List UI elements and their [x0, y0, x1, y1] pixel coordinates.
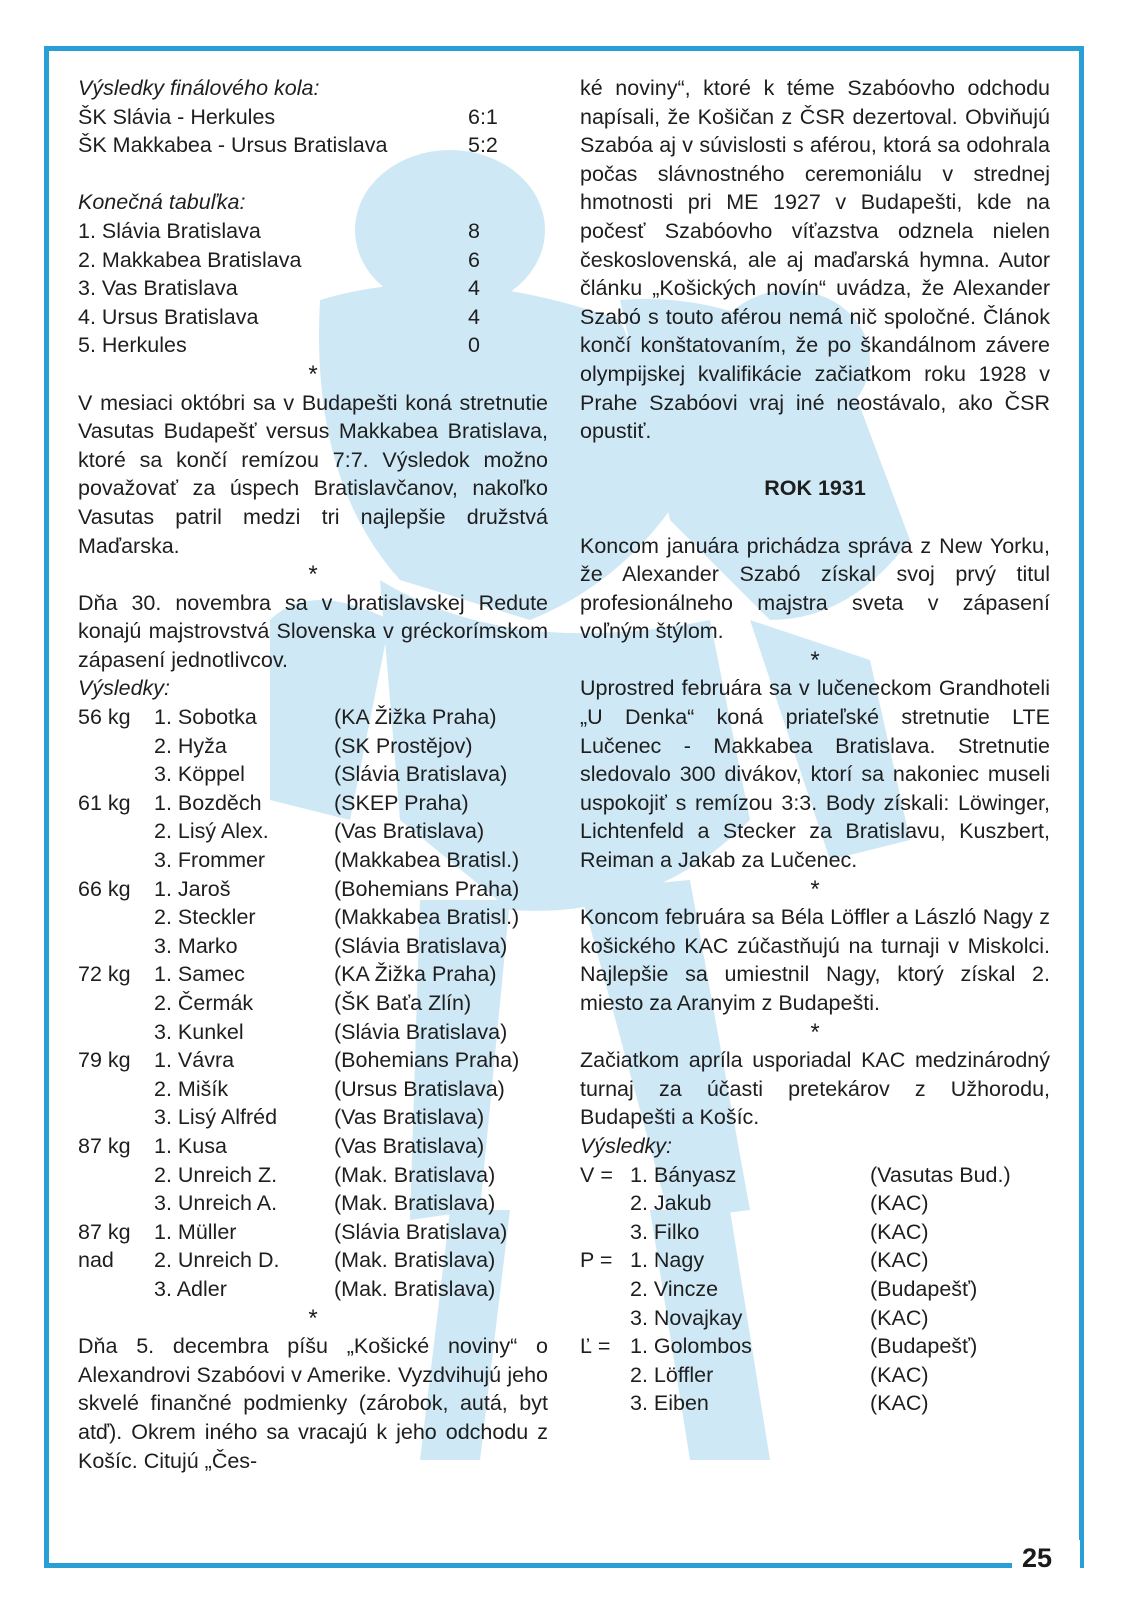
result-row [78, 1046, 548, 1075]
result-row [78, 846, 548, 875]
wrestler-club: (SK Prostějov) [334, 733, 473, 758]
weight-category [580, 1189, 630, 1218]
standings-team: 3. Vas Bratislava [78, 276, 238, 301]
weight-class: 79 kg [78, 1048, 131, 1073]
wrestler-name: 3. Lisý Alfréd [154, 1105, 278, 1130]
wrestler-club: (Mak. Bratislava) [334, 1276, 496, 1301]
wrestler-name: 2. Hyža [154, 733, 227, 758]
wrestler-name: 3. Novajkay [630, 1305, 743, 1330]
result-row [78, 1218, 548, 1247]
wrestler-club: (Vas Bratislava) [334, 1105, 485, 1130]
wrestler-name: 1. Kusa [154, 1133, 227, 1158]
paragraph-december: Dňa 5. decembra píšu „Košické noviny“ o Alexandrovi Szabóovi v Amerike. Vyzdvihujú jeho skvelé finančné podmienky (zárobok, autá, byt atď). Okrem iného sa vracajú k jeho odchodu z Košíc. Citujú „Čes- [78, 1334, 548, 1473]
result-row [78, 989, 548, 1018]
weight-category [580, 1361, 630, 1390]
wrestler-name: 1. Samec [154, 962, 245, 987]
result-row [580, 1389, 1050, 1418]
weight-class: 66 kg [78, 876, 131, 901]
weight-class: 87 kg [78, 1133, 131, 1158]
paragraph-february-end: Koncom februára sa Béla Löffler a László Nagy z košického KAC zúčastňujú na turnaji v Miskolci. Najlepšie sa umiestnil Nagy, ktorý získal 2. miesto za Aranyim z Budapešti. [580, 905, 1050, 1015]
separator-star: * [308, 360, 318, 388]
result-row [580, 1304, 1050, 1333]
wrestler-club: (Vas Bratislava) [334, 819, 485, 844]
standings-row [78, 217, 548, 246]
wrestler-club: (SKEP Praha) [334, 790, 469, 815]
result-row [78, 1018, 548, 1047]
page-number: 25 [1022, 1543, 1053, 1573]
result-row [78, 903, 548, 932]
weight-class: 61 kg [78, 790, 131, 815]
standings-team: 1. Slávia Bratislava [78, 218, 261, 243]
wrestler-club: (KAC) [870, 1191, 929, 1216]
paragraph-october: V mesiaci októbri sa v Budapešti koná stretnutie Vasutas Budapešť versus Makkabea Bratislava, ktoré sa končí remízou 7:7. Výsledok možno považovať za úspech Bratislavčanov, nakoľko Vasutas patril medzi tri najlepšie družstvá Maďarska. [78, 390, 548, 558]
weight-category: P = [580, 1248, 613, 1273]
wrestler-club: (KAC) [870, 1248, 929, 1273]
wrestler-name: 2. Lisý Alex. [154, 819, 269, 844]
weight-class [78, 1275, 154, 1304]
wrestler-name: 3. Köppel [154, 762, 245, 787]
standings-table [78, 217, 548, 360]
wrestler-club: (Bohemians Praha) [334, 1048, 520, 1073]
result-row [580, 1332, 1050, 1361]
separator-star: * [308, 1304, 318, 1332]
result-row [78, 1075, 548, 1104]
wrestler-name: 1. Nagy [630, 1248, 705, 1273]
wrestler-club: (Slávia Bratislava) [334, 1219, 508, 1244]
wrestler-name: 3. Adler [154, 1276, 227, 1301]
weight-category: V = [580, 1162, 613, 1187]
wrestler-name: 1. Müller [154, 1219, 237, 1244]
wrestler-club: (KA Žižka Praha) [334, 705, 497, 730]
weight-class [78, 1018, 154, 1047]
wrestler-name: 3. Eiben [630, 1391, 709, 1416]
wrestler-club: (Budapešť) [870, 1334, 978, 1359]
weight-class [78, 932, 154, 961]
wrestler-club: (Budapešť) [870, 1276, 978, 1301]
result-row [78, 875, 548, 904]
wrestler-name: 2. Unreich D. [154, 1248, 280, 1273]
wrestler-club: (Slávia Bratislava) [334, 762, 508, 787]
weight-class: nad [78, 1248, 114, 1273]
wrestler-name: 1. Sobotka [154, 705, 257, 730]
wrestler-name: 1. Bányasz [630, 1162, 737, 1187]
wrestler-club: (Ursus Bratislava) [334, 1076, 505, 1101]
separator-star: * [810, 875, 820, 903]
wrestler-club: (ŠK Baťa Zlín) [334, 991, 472, 1015]
wrestler-club: (KAC) [870, 1391, 929, 1416]
wrestler-club: (KAC) [870, 1305, 929, 1330]
standings-row [78, 331, 548, 360]
wrestler-club: (Mak. Bratislava) [334, 1162, 496, 1187]
wrestler-club: (KA Žižka Praha) [334, 962, 497, 987]
result-row [78, 1161, 548, 1190]
weight-category [580, 1218, 630, 1247]
weight-class: 56 kg [78, 705, 131, 730]
wrestler-club: (Vas Bratislava) [334, 1133, 485, 1158]
wrestler-name: 1. Vávra [154, 1048, 235, 1073]
right-column [580, 74, 1050, 1418]
section-heading: ROK 1931 [764, 476, 866, 501]
weight-class [78, 1189, 154, 1218]
weight-class [78, 846, 154, 875]
wrestler-name: 3. Kunkel [154, 1019, 244, 1044]
wrestler-name: 1. Golombos [630, 1334, 752, 1359]
wrestler-name: 3. Unreich A. [154, 1191, 278, 1216]
wrestler-club: (Slávia Bratislava) [334, 1019, 508, 1044]
tournament-results [580, 1161, 1050, 1418]
match-score: 6:1 [468, 104, 498, 129]
paragraph-april: Začiatkom apríla usporiadal KAC medzinárodný turnaj za účasti pretekárov z Užhorodu, Budapešti a Košíc. [580, 1048, 1050, 1130]
separator-star: * [810, 1018, 820, 1046]
wrestler-name: 2. Unreich Z. [154, 1162, 278, 1187]
paragraph-january: Koncom januára prichádza správa z New Yorku, že Alexander Szabó získal svoj prvý titul profesionálneho majstra sveta v zápasení voľným štýlom. [580, 533, 1050, 644]
standings-row [78, 246, 548, 275]
wrestler-name: 3. Marko [154, 933, 238, 958]
result-row [78, 1189, 548, 1218]
weight-class [78, 760, 154, 789]
wrestler-club: (Slávia Bratislava) [334, 933, 508, 958]
weight-class [78, 732, 154, 761]
result-row [78, 1275, 548, 1304]
wrestler-name: 2. Mišík [154, 1076, 229, 1101]
weight-category [580, 1304, 630, 1333]
result-row [78, 817, 548, 846]
left-column [78, 74, 548, 1475]
paragraph-continuation: ké noviny“, ktoré k téme Szabóovho odchodu napísali, že Košičan z ČSR dezertoval. Obviňujú Szabóa aj v súvislosti s aférou, ktorá sa odohrala počas slávnostného ceremoniálu v strednej hmotnosti pri ME 1927 v Budapešti, kde na počesť Szabóovho víťazstva odznela nielen československá, ale aj maďarská hymna. Autor článku „Košických novín“ uvádza, že Alexander Szabó s touto aférou nemá nič spoločné. Článok končí konštatovaním, že po škandálnom závere olympijskej kvalifikácie začiatkom roku 1928 v Prahe Szabóovi vraj iné neostávalo, ako ČSR opustiť. [580, 76, 1050, 444]
final-round-row [78, 131, 548, 160]
weight-category: Ľ = [580, 1334, 611, 1359]
weight-category [580, 1389, 630, 1418]
result-row [580, 1361, 1050, 1390]
wrestler-club: (Makkabea Bratisl.) [334, 848, 520, 873]
wrestler-club: (Mak. Bratislava) [334, 1191, 496, 1216]
result-row [78, 789, 548, 818]
wrestler-club: (KAC) [870, 1219, 929, 1244]
standings-team: 4. Ursus Bratislava [78, 304, 259, 329]
result-row [78, 1246, 548, 1275]
wrestler-club: (Makkabea Bratisl.) [334, 905, 520, 930]
weight-class [78, 903, 154, 932]
standings-team: 2. Makkabea Bratislava [78, 247, 302, 272]
weight-class [78, 817, 154, 846]
wrestler-name: 2. Jakub [630, 1191, 712, 1216]
result-row [78, 960, 548, 989]
standings-points: 4 [468, 304, 480, 329]
paragraph-february: Uprostred februára sa v lučeneckom Grandhoteli „U Denka“ koná priateľské stretnutie LTE Lučenec - Makkabea Bratislava. Stretnutie sledovalo 300 divákov, ktorí sa nakoniec museli uspokojiť s remízou 3:3. Body získali: Löwinger, Lichtenfeld a Stecker za Bratislavu, Kuszbert, Reiman a Jakab za Lučenec. [580, 676, 1050, 873]
separator-star: * [308, 561, 318, 589]
result-row [78, 1103, 548, 1132]
match-score: 5:2 [468, 133, 498, 158]
result-row [78, 1132, 548, 1161]
weight-class: 87 kg [78, 1219, 131, 1244]
weight-class [78, 1161, 154, 1190]
wrestler-name: 1. Bozděch [154, 790, 262, 815]
result-row [78, 732, 548, 761]
wrestler-club: (Bohemians Praha) [334, 876, 520, 901]
wrestler-name: 2. Löffler [630, 1362, 714, 1387]
standings-row [78, 303, 548, 332]
wrestler-name: 2. Steckler [154, 905, 256, 930]
standings-team: 5. Herkules [78, 333, 187, 358]
wrestler-name: 2. Vincze [630, 1276, 719, 1301]
standings-points: 4 [468, 276, 480, 301]
weight-class [78, 989, 154, 1018]
final-round-title: Výsledky finálového kola: [78, 76, 320, 100]
match-teams: ŠK Makkabea - Ursus Bratislava [78, 133, 388, 158]
standings-title: Konečná tabuľka: [78, 190, 246, 215]
weight-class [78, 1075, 154, 1104]
wrestler-name: 3. Filko [630, 1219, 700, 1244]
paragraph-november: Dňa 30. novembra sa v bratislavskej Redute konajú majstrovstvá Slovenska v gréckorímskom zápasení jednotlivcov. [78, 590, 548, 672]
wrestler-club: (Vasutas Bud.) [870, 1162, 1011, 1187]
results-label: Výsledky: [78, 676, 171, 701]
weight-category [580, 1275, 630, 1304]
standings-row [78, 274, 548, 303]
championship-results [78, 703, 548, 1303]
result-row [580, 1246, 1050, 1275]
standings-points: 0 [468, 333, 480, 358]
final-round-row [78, 103, 548, 132]
wrestler-name: 3. Frommer [154, 848, 266, 873]
standings-points: 6 [468, 247, 480, 272]
final-round-results [78, 103, 548, 160]
wrestler-club: (Mak. Bratislava) [334, 1248, 496, 1273]
result-row [580, 1161, 1050, 1190]
separator-star: * [810, 646, 820, 674]
result-row [580, 1189, 1050, 1218]
result-row [78, 932, 548, 961]
result-row [78, 760, 548, 789]
match-teams: ŠK Slávia - Herkules [78, 104, 276, 129]
wrestler-club: (KAC) [870, 1362, 929, 1387]
result-row [580, 1218, 1050, 1247]
weight-class: 72 kg [78, 962, 131, 987]
result-row [78, 703, 548, 732]
wrestler-name: 2. Čermák [154, 991, 254, 1015]
wrestler-name: 1. Jaroš [154, 876, 231, 901]
standings-points: 8 [468, 218, 480, 243]
result-row [580, 1275, 1050, 1304]
results-label: Výsledky: [580, 1133, 673, 1158]
weight-class [78, 1103, 154, 1132]
